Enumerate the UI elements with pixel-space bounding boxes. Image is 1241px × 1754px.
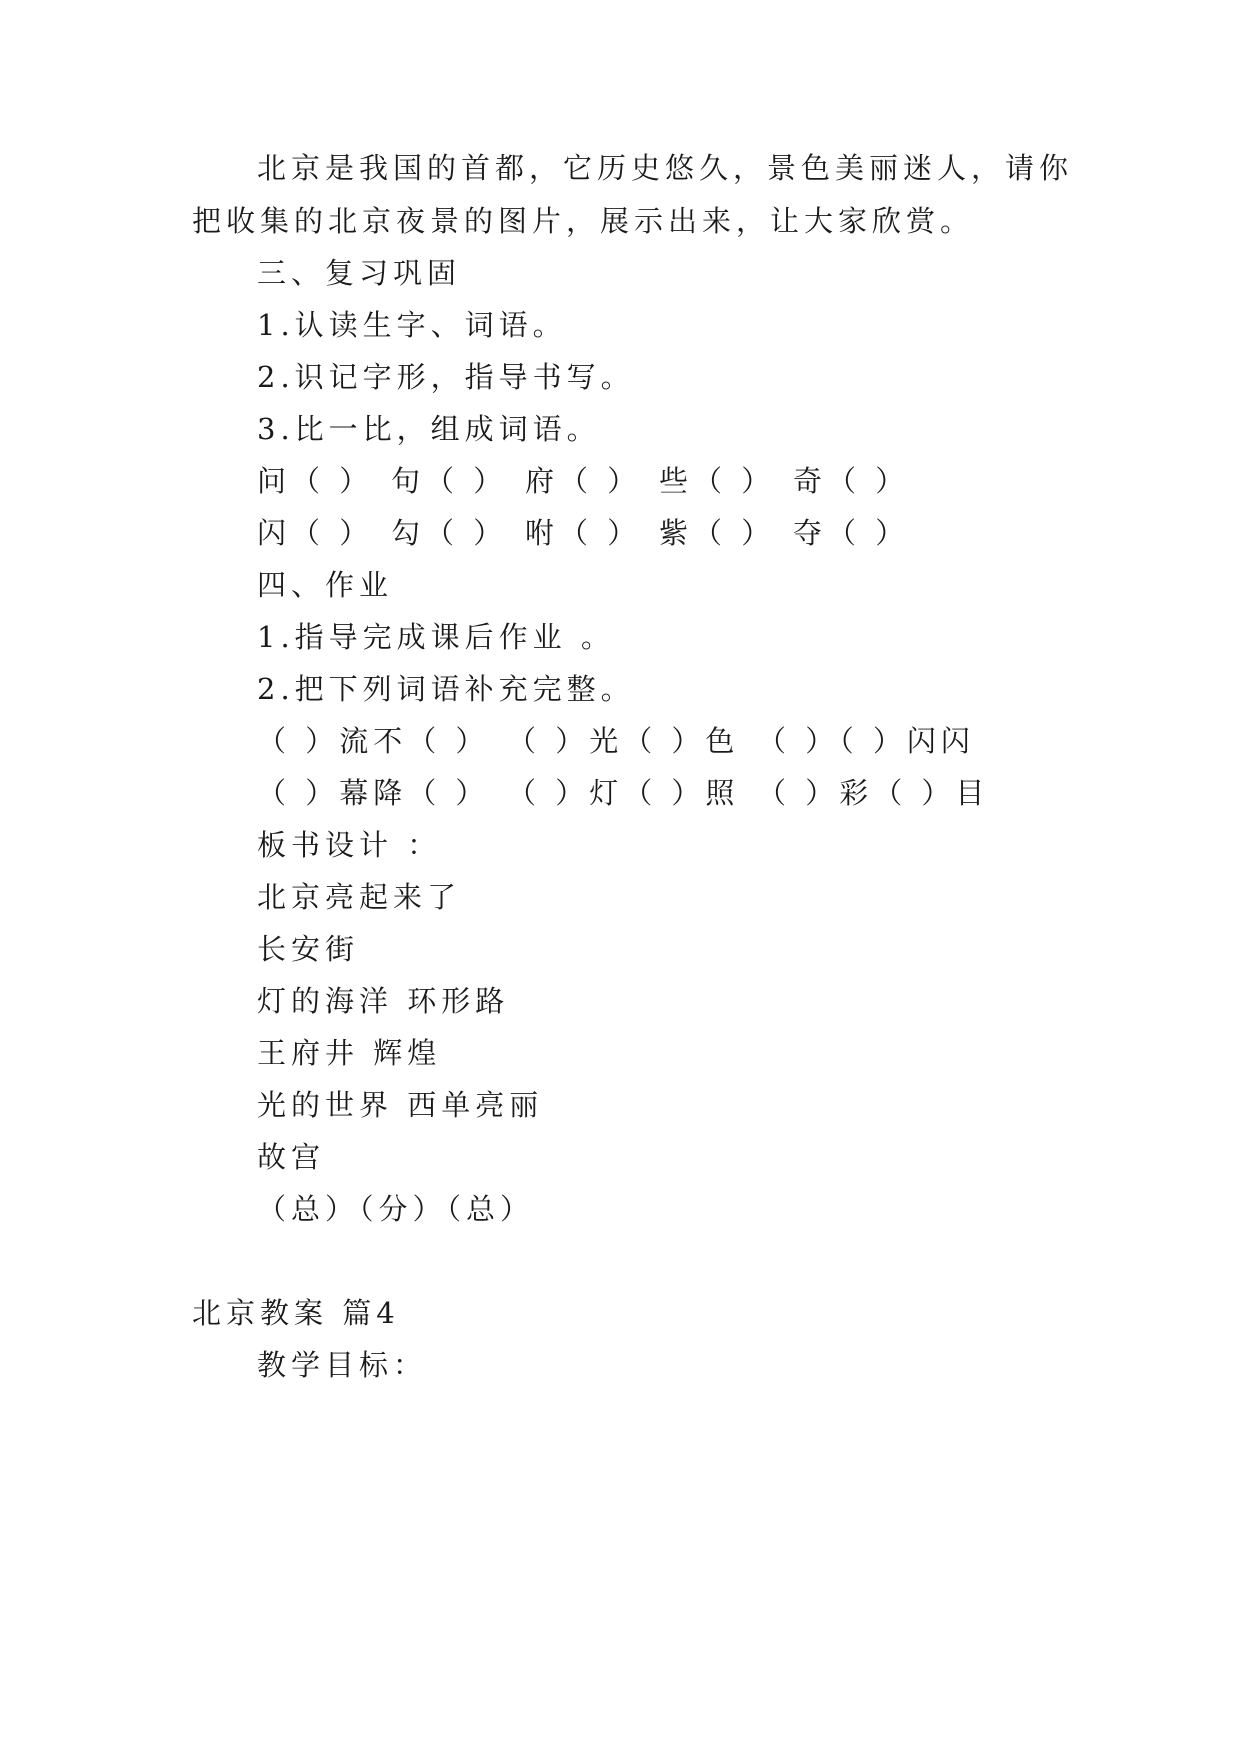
intro-paragraph-line-1: 北京是我国的首都，它历史悠久，景色美丽迷人，请你 <box>257 151 1074 185</box>
fill-cell: （ ）流不（ ） <box>257 724 490 758</box>
compare-cell: 闪（ ） <box>257 516 374 550</box>
fill-row-1 <box>257 723 1007 759</box>
intro-paragraph-line-2: 把收集的北京夜景的图片，展示出来，让大家欣赏。 <box>192 204 975 238</box>
section-heading-review: 三、复习巩固 <box>257 256 462 290</box>
compare-cell: 紫（ ） <box>659 516 776 550</box>
homework-item-2: 2.把下列词语补充完整。 <box>257 672 635 706</box>
fill-cell: （ ）彩（ ）目 <box>757 776 990 810</box>
fill-cell: （ ）（ ）闪闪 <box>757 724 975 758</box>
compare-cell: 府（ ） <box>525 464 642 498</box>
review-item-3: 3.比一比，组成词语。 <box>257 412 601 446</box>
compare-cell: 问（ ） <box>257 464 374 498</box>
fill-cell: （ ）幕降（ ） <box>257 776 490 810</box>
review-item-1: 1.认读生字、词语。 <box>257 308 567 342</box>
board-line-structure: （总）（分）（总） <box>257 1192 535 1226</box>
teaching-objectives-label: 教学目标： <box>257 1348 428 1382</box>
compare-cell: 咐（ ） <box>525 516 642 550</box>
board-line: 故宫 <box>257 1140 326 1174</box>
section-heading-homework: 四、作业 <box>257 568 394 602</box>
compare-row-1 <box>257 463 927 499</box>
board-line: 王府井 辉煌 <box>257 1036 442 1070</box>
homework-item-1: 1.指导完成课后作业 。 <box>257 620 615 654</box>
compare-cell: 夺（ ） <box>793 516 910 550</box>
fill-cell: （ ）灯（ ）照 <box>507 776 740 810</box>
board-design-label: 板书设计 ： <box>257 828 442 862</box>
board-line-title: 北京亮起来了 <box>257 880 462 914</box>
compare-cell: 句（ ） <box>391 464 508 498</box>
compare-cell: 奇（ ） <box>793 464 910 498</box>
fill-row-2 <box>257 775 1007 811</box>
compare-row-2 <box>257 515 927 551</box>
review-item-2: 2.识记字形，指导书写。 <box>257 360 635 394</box>
fill-cell: （ ）光（ ）色 <box>507 724 740 758</box>
compare-cell: 勾（ ） <box>391 516 508 550</box>
board-line: 光的世界 西单亮丽 <box>257 1088 544 1122</box>
board-line: 灯的海洋 环形路 <box>257 984 510 1018</box>
compare-cell: 些（ ） <box>659 464 776 498</box>
next-lesson-title: 北京教案 篇4 <box>192 1296 400 1330</box>
board-line: 长安街 <box>257 932 360 966</box>
